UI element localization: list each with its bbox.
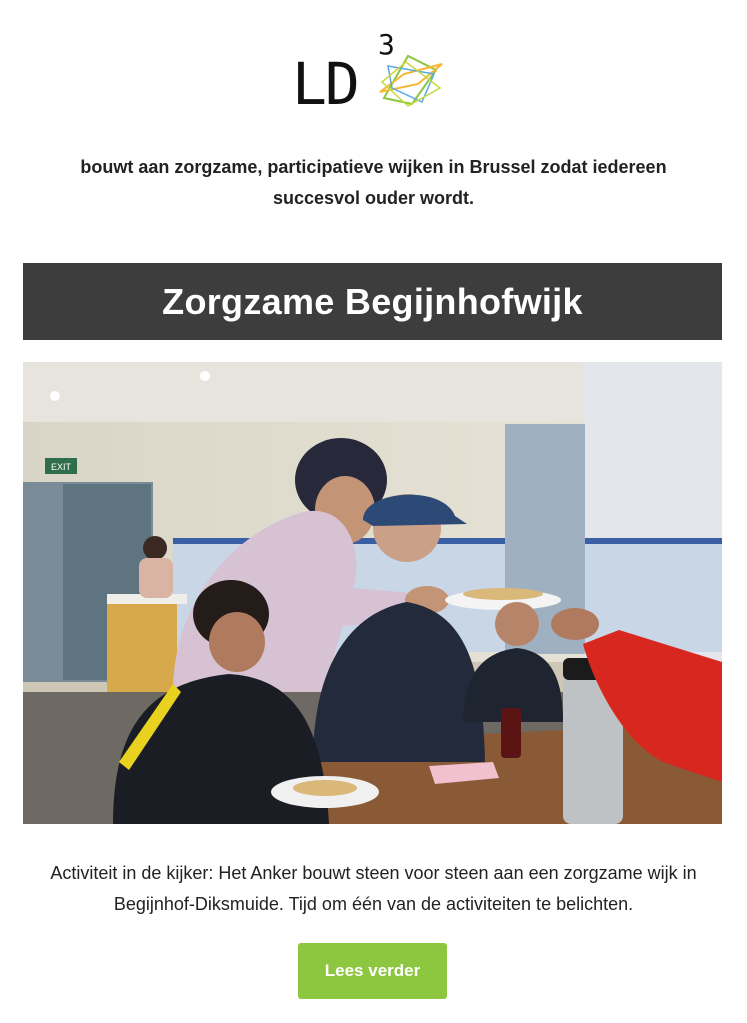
section-title: Zorgzame Begijnhofwijk — [162, 280, 583, 322]
ld3-logo[interactable] — [292, 30, 452, 120]
logo-mark-icon — [378, 52, 444, 108]
pancakes — [463, 588, 543, 600]
section-banner — [23, 263, 722, 340]
drink-bottle — [501, 708, 521, 758]
read-more-button[interactable]: Lees verder — [298, 943, 447, 999]
background-person-body — [139, 558, 173, 598]
ceiling-light — [200, 371, 210, 381]
boy-pancakes — [293, 780, 357, 796]
article-text: Activiteit in de kijker: Het Anker bouwt steen voor steen aan een zorgzame wijk in Begijnhof-Diksmuide. Tijd om één van de activiteiten te belichten. — [50, 863, 697, 914]
photo-illustration — [23, 362, 722, 824]
background-person-head — [143, 536, 167, 560]
tagline: bouwt aan zorgzame, participatieve wijken in Brussel zodat iedereen succesvol ouder wordt. — [80, 157, 667, 208]
boy-face — [209, 612, 265, 672]
exit-sign-text: EXIT — [50, 462, 72, 472]
ceiling-light — [50, 391, 60, 401]
article-photo[interactable] — [23, 362, 722, 824]
logo-text: LD — [292, 50, 358, 118]
logo-superscript: 3 — [378, 28, 395, 61]
receiving-hand — [551, 608, 599, 640]
girl-face — [495, 602, 539, 646]
